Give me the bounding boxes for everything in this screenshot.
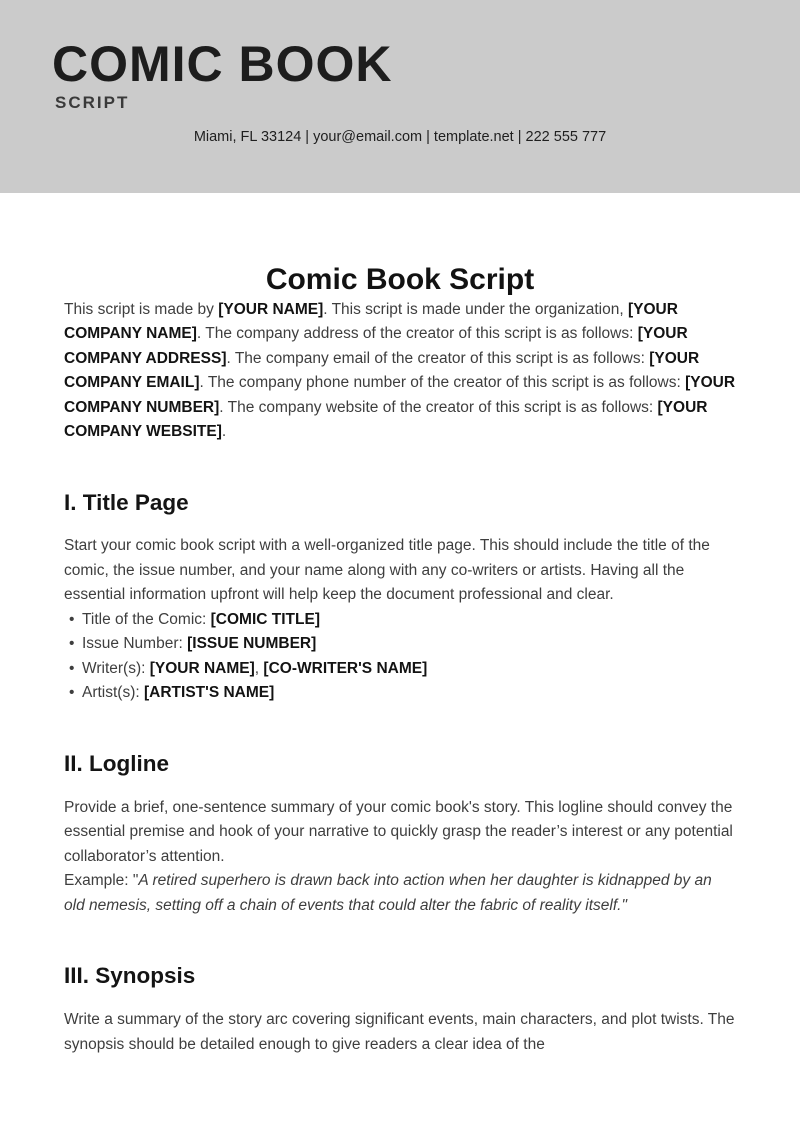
letterhead bbox=[0, 0, 800, 193]
title-page-bullet-list bbox=[64, 608, 736, 706]
document-title: Comic Book Script bbox=[265, 263, 535, 296]
bullet-item-artists: • Artist(s): [ARTIST'S NAME] bbox=[64, 681, 736, 706]
contact-line: Miami, FL 33124 | your@email.com | template.net | 222 555 777 bbox=[193, 129, 607, 145]
logline-example: Example: "A retired superhero is drawn back into action when her daughter is kidnapped by an old nemesis, setting off a chain of events that could alter the fabric of reality itself." bbox=[64, 872, 712, 914]
bullet-item-comic-title: • Title of the Comic: [COMIC TITLE] bbox=[64, 608, 736, 633]
bullet-item-issue-number: • Issue Number: [ISSUE NUMBER] bbox=[64, 632, 736, 657]
bullet-item-writers: • Writer(s): [YOUR NAME], [CO-WRITER'S NAME] bbox=[64, 657, 736, 682]
section-heading-logline: II. Logline bbox=[64, 750, 169, 776]
title-page-paragraph: Start your comic book script with a well-organized title page. This should include the title of the comic, the issue number, and your name along with any co-writers or artists. Having all the essential information upfront will help keep the document professional and clear. bbox=[64, 537, 710, 604]
intro-paragraph: This script is made by [YOUR NAME]. This script is made under the organization, [YOUR COMPANY NAME]. The company address of the creator of this script is as follows: [YOUR COMPANY ADDRESS]. The company email of the creator of this script is as follows: [YOUR COMPANY EMAIL]. The company phone number of the creator of this script is as follows: [YOUR COMPANY NUMBER]. The company website of the creator of this script is as follows: [YOUR COMPANY WEBSITE]. bbox=[64, 300, 736, 440]
logline-paragraph: Provide a brief, one-sentence summary of your comic book's story. This logline should convey the essential premise and hook of your narrative to quickly grasp the reader’s interest or any potential collaborator’s attention. bbox=[64, 798, 733, 865]
section-heading-title-page: I. Title Page bbox=[64, 489, 189, 515]
section-synopsis bbox=[64, 963, 736, 1057]
section-logline bbox=[64, 751, 736, 918]
document-body bbox=[0, 263, 800, 1057]
section-heading-synopsis: III. Synopsis bbox=[64, 963, 196, 989]
section-title-page bbox=[64, 490, 736, 706]
synopsis-paragraph: Write a summary of the story arc covering significant events, main characters, and plot twists. The synopsis should be detailed enough to give readers a clear idea of the bbox=[64, 1011, 735, 1053]
brand-title: COMIC BOOK bbox=[52, 36, 393, 92]
brand-subtitle: SCRIPT bbox=[55, 93, 130, 112]
